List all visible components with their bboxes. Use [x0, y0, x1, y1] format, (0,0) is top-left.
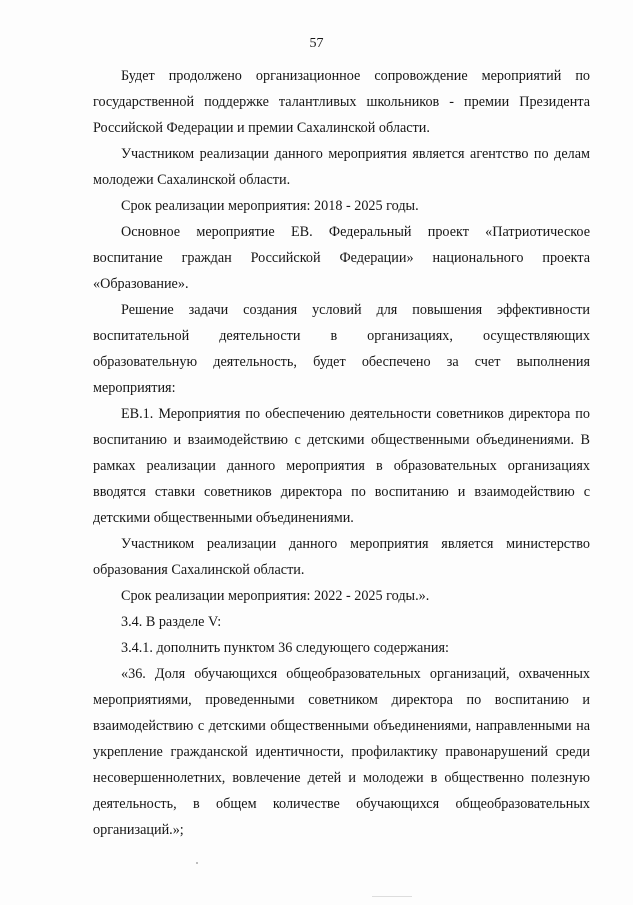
paragraph-youth-agency-participant: Участником реализации данного мероприятия является агентство по делам молодежи Сахалинской области.	[93, 146, 590, 188]
paragraph-task-solution: Решение задачи создания условий для повышения эффективности воспитательной деятельности в организациях, осуществляющих образовательную деятельность, будет обеспечено за счет выполнения мероприятия:	[93, 302, 590, 396]
paragraph-ministry-participant: Участником реализации данного мероприятия является министерство образования Сахалинской области.	[93, 536, 590, 578]
paragraph-main-activity-ev: Основное мероприятие ЕВ. Федеральный проект «Патриотическое воспитание граждан Российской Федерации» национального проекта «Образование».	[93, 224, 590, 292]
paragraph-term-2022-2025: Срок реализации мероприятия: 2022 - 2025 годы.».	[121, 588, 430, 604]
paragraph-term-2018-2025: Срок реализации мероприятия: 2018 - 2025 годы.	[121, 198, 419, 214]
paragraph-section-v: 3.4. В разделе V:	[121, 614, 222, 630]
paragraph-ev1-advisors: ЕВ.1. Мероприятия по обеспечению деятельности советников директора по воспитанию и взаимодействию с детскими общественными объединениями. В рамках реализации данного мероприятия в образовательных организациях вводятся ставки советников директора по воспитанию и взаимодействию с детскими общественными объединениями.	[93, 406, 590, 526]
paragraph-add-item-36: 3.4.1. дополнить пунктом 36 следующего содержания:	[121, 640, 449, 656]
document-body	[93, 63, 590, 843]
scan-speck	[196, 862, 198, 864]
scan-speck	[372, 896, 412, 897]
page-number: 57	[309, 36, 324, 51]
paragraph-talented-students-support: Будет продолжено организационное сопровождение мероприятий по государственной поддержке талантливых школьников - премии Президента Российской Федерации и премии Сахалинской области.	[93, 68, 590, 136]
paragraph-item-36-text: «36. Доля обучающихся общеобразовательных организаций, охваченных мероприятиями, проведенными советником директора по воспитанию и взаимодействию с детскими общественными объединениями, направленными на укрепление гражданской идентичности, профилактику правонарушений среди несовершеннолетних, вовлечение детей и молодежи в общественно полезную деятельность, в общем количестве обучающихся общеобразовательных организаций.»;	[93, 666, 590, 838]
